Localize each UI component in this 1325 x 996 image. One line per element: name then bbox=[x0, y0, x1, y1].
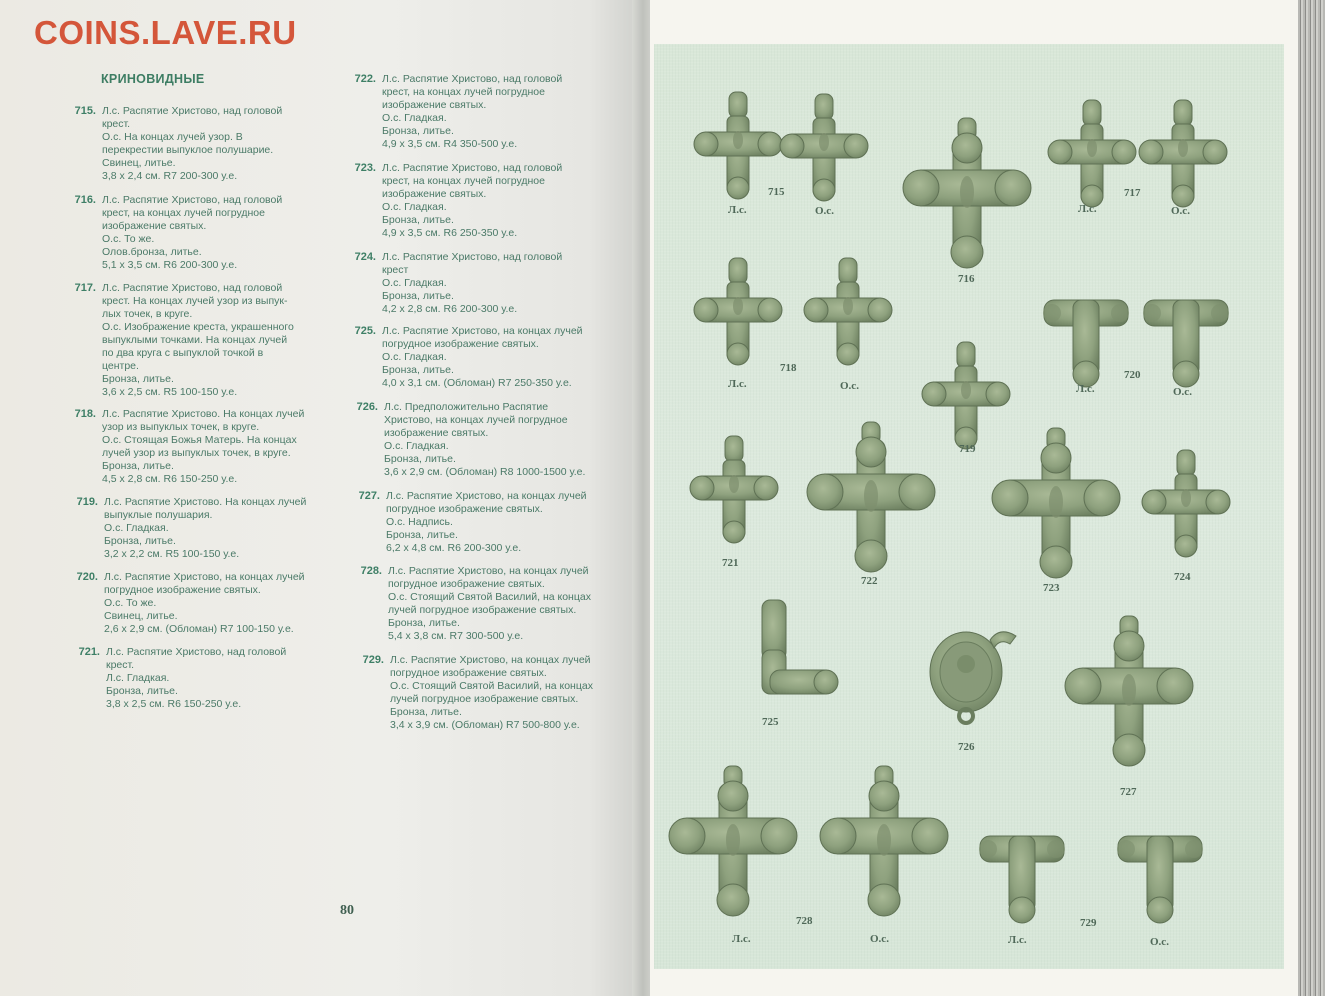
plate-label-729: 729 bbox=[1080, 917, 1097, 929]
plate-label-716: 716 bbox=[958, 273, 975, 285]
entry-line: Христово, на концах лучей погрудное bbox=[384, 414, 568, 426]
entry-line: Бронза, литье. bbox=[382, 290, 454, 302]
entry-line: Л.с. Распятие Христово, на концах лучей bbox=[388, 565, 589, 577]
cross-727 bbox=[1065, 616, 1193, 766]
entry-line: крест, на концах лучей погрудное bbox=[382, 86, 545, 98]
entry-line: 5,1 x 3,5 см. R6 200-300 у.е. bbox=[102, 259, 238, 271]
entry-line: крест. На концах лучей узор из выпук- bbox=[102, 295, 288, 307]
entry-number: 728. bbox=[360, 565, 382, 577]
entry-line: Бронза, литье. bbox=[104, 535, 176, 547]
entry-line: погрудное изображение святых. bbox=[382, 338, 539, 350]
cross-729-reverse bbox=[1117, 836, 1203, 923]
entry-line: О.с. То же. bbox=[102, 233, 155, 245]
entry-line: Л.с. Предположительно Распятие bbox=[384, 401, 549, 413]
plate-label-725: 725 bbox=[762, 716, 779, 728]
plate-label-722: 722 bbox=[861, 575, 878, 587]
entry-line: Свинец, литье. bbox=[102, 157, 176, 169]
cross-724 bbox=[1142, 450, 1230, 557]
entry-line: Л.с. Гладкая. bbox=[106, 672, 170, 684]
entry-line: изображение святых. bbox=[382, 99, 487, 111]
entry-line: по два круга с выпуклой точкой в bbox=[102, 347, 264, 359]
entry-line: Л.с. Распятие Христово, на концах лучей bbox=[386, 490, 587, 502]
cross-718-reverse bbox=[804, 258, 892, 365]
entry-line: Л.с. Распятие Христово. На концах лучей bbox=[104, 496, 307, 508]
plate-label-724: 724 bbox=[1174, 571, 1191, 583]
entry-line: О.с. Надпись. bbox=[386, 516, 453, 528]
entry-line: Бронза, литье. bbox=[390, 706, 462, 718]
entry-line: Л.с. Распятие Христово, над головой bbox=[106, 646, 287, 658]
entry-line: 4,9 x 3,5 см. R4 350-500 у.е. bbox=[382, 138, 518, 150]
entry-line: узор из выпуклых точек, в круге. bbox=[102, 421, 260, 433]
cross-725 bbox=[762, 600, 838, 694]
reverse-label: О.с. bbox=[840, 380, 859, 392]
entry-line: 3,6 x 2,9 см. (Обломан) R8 1000-1500 у.е. bbox=[384, 466, 586, 478]
reverse-label: О.с. bbox=[1171, 205, 1190, 217]
entry-line: крест, на концах лучей погрудное bbox=[382, 175, 545, 187]
obverse-label: Л.с. bbox=[728, 204, 747, 216]
entry-line: Л.с. Распятие Христово, на концах лучей bbox=[390, 654, 591, 666]
entry-number: 724. bbox=[354, 251, 376, 263]
reverse-label: О.с. bbox=[1173, 386, 1192, 398]
entry-line: лых точек, в круге. bbox=[102, 308, 193, 320]
plate-label-728: 728 bbox=[796, 915, 813, 927]
entry-line: крест. bbox=[102, 118, 131, 130]
cross-721 bbox=[690, 436, 778, 543]
plate-label-715: 715 bbox=[768, 186, 785, 198]
cross-715-reverse bbox=[780, 94, 868, 201]
entry-line: 4,0 x 3,1 см. (Обломан) R7 250-350 у.е. bbox=[382, 377, 572, 389]
entry-number: 715. bbox=[74, 105, 96, 117]
entry-line: лучей погрудное изображение святых. bbox=[390, 693, 579, 705]
entry-line: Бронза, литье. bbox=[106, 685, 178, 697]
cross-715-obverse bbox=[694, 92, 782, 199]
cross-720-reverse bbox=[1143, 300, 1229, 387]
entry-line: 6,2 x 4,8 см. R6 200-300 у.е. bbox=[386, 542, 522, 554]
entry-line: 4,5 x 2,8 см. R6 150-250 у.е. bbox=[102, 473, 238, 485]
entry-line: О.с. Гладкая. bbox=[384, 440, 449, 452]
plate-label-719: 719 bbox=[959, 443, 976, 455]
page-number: 80 bbox=[340, 903, 354, 918]
entry-line: лучей погрудное изображение святых. bbox=[388, 604, 577, 616]
entry-line: Л.с. Распятие Христово, над головой bbox=[382, 73, 563, 85]
entry-line: Бронза, литье. bbox=[382, 125, 454, 137]
entry-line: О.с. Стоящая Божья Матерь. На концах bbox=[102, 434, 297, 446]
entry-number: 720. bbox=[76, 571, 98, 583]
entry-line: 4,2 x 2,8 см. R6 200-300 у.е. bbox=[382, 303, 518, 315]
entry-line: О.с. Гладкая. bbox=[382, 201, 447, 213]
entry-number: 725. bbox=[354, 325, 376, 337]
entry-line: лучей узор из выпуклых точек, в круге. bbox=[102, 447, 291, 459]
entry-line: Олов.бронза, литье. bbox=[102, 246, 202, 258]
entry-line: Л.с. Распятие Христово. На концах лучей bbox=[102, 408, 305, 420]
cross-716 bbox=[903, 118, 1031, 268]
entry-line: Л.с. Распятие Христово, над головой bbox=[102, 282, 283, 294]
entry-line: О.с. Гладкая. bbox=[382, 277, 447, 289]
entry-number: 721. bbox=[78, 646, 100, 658]
cross-728-obverse bbox=[669, 766, 797, 916]
obverse-label: Л.с. bbox=[728, 378, 747, 390]
cross-717-obverse bbox=[1048, 100, 1136, 207]
entry-line: Бронза, литье. bbox=[386, 529, 458, 541]
obverse-label: Л.с. bbox=[1078, 203, 1097, 215]
entry-line: крест, на концах лучей погрудное bbox=[102, 207, 265, 219]
entry-line: О.с. Гладкая. bbox=[104, 522, 169, 534]
entry-line: 3,8 x 2,4 см. R7 200-300 у.е. bbox=[102, 170, 238, 182]
cross-718-obverse bbox=[694, 258, 782, 365]
plate-label-720: 720 bbox=[1124, 369, 1141, 381]
entry-line: 3,2 x 2,2 см. R5 100-150 у.е. bbox=[104, 548, 240, 560]
entry-line: погрудное изображение святых. bbox=[104, 584, 261, 596]
entry-line: О.с. То же. bbox=[104, 597, 157, 609]
entry-line: 3,6 x 2,5 см. R5 100-150 у.е. bbox=[102, 386, 238, 398]
entry-line: изображение святых. bbox=[384, 427, 489, 439]
entry-line: 3,4 x 3,9 см. (Обломан) R7 500-800 у.е. bbox=[390, 719, 580, 731]
cross-720-obverse bbox=[1043, 300, 1129, 387]
plate-label-717: 717 bbox=[1124, 187, 1141, 199]
obverse-label: Л.с. bbox=[1008, 934, 1027, 946]
entry-line: погрудное изображение святых. bbox=[388, 578, 545, 590]
entry-number: 716. bbox=[74, 194, 96, 206]
entry-number: 717. bbox=[74, 282, 96, 294]
plate-label-718: 718 bbox=[780, 362, 797, 374]
entry-line: Бронза, литье. bbox=[384, 453, 456, 465]
entry-number: 723. bbox=[354, 162, 376, 174]
entry-line: выпуклыми точками. На концах лучей bbox=[102, 334, 288, 346]
cross-719 bbox=[922, 342, 1010, 449]
entry-line: Бронза, литье. bbox=[388, 617, 460, 629]
entry-line: 3,8 x 2,5 см. R6 150-250 у.е. bbox=[106, 698, 242, 710]
obverse-label: Л.с. bbox=[732, 933, 751, 945]
entry-number: 727. bbox=[358, 490, 380, 502]
site-watermark: COINS.LAVE.RU bbox=[34, 14, 297, 51]
entry-line: 2,6 x 2,9 см. (Обломан) R7 100-150 у.е. bbox=[104, 623, 294, 635]
entry-line: Бронза, литье. bbox=[102, 373, 174, 385]
plate-label-723: 723 bbox=[1043, 582, 1060, 594]
reverse-label: О.с. bbox=[870, 933, 889, 945]
entry-line: О.с. Стоящий Святой Василий, на концах bbox=[390, 680, 593, 692]
entry-line: О.с. Гладкая. bbox=[382, 112, 447, 124]
entry-line: погрудное изображение святых. bbox=[386, 503, 543, 515]
entry-number: 718. bbox=[74, 408, 96, 420]
entry-line: 4,9 x 3,5 см. R6 250-350 у.е. bbox=[382, 227, 518, 239]
entry-number: 719. bbox=[76, 496, 98, 508]
cross-723 bbox=[992, 428, 1120, 578]
obverse-label: Л.с. bbox=[1076, 383, 1095, 395]
entry-line: изображение святых. bbox=[102, 220, 207, 232]
entry-line: Л.с. Распятие Христово, над головой bbox=[382, 162, 563, 174]
entry-line: Л.с. Распятие Христово, над головой bbox=[382, 251, 563, 263]
entry-line: О.с. Изображение креста, украшенного bbox=[102, 321, 294, 333]
entry-line: Л.с. Распятие Христово, на концах лучей bbox=[104, 571, 305, 583]
entry-line: перекрестии выпуклое полушарие. bbox=[102, 144, 274, 156]
reverse-label: О.с. bbox=[1150, 936, 1169, 948]
entry-line: Л.с. Распятие Христово, над головой bbox=[102, 105, 283, 117]
cross-717-reverse bbox=[1139, 100, 1227, 207]
medallion-726 bbox=[930, 632, 1016, 723]
entry-line: центре. bbox=[102, 360, 139, 372]
cross-728-reverse bbox=[820, 766, 948, 916]
entry-line: Свинец, литье. bbox=[104, 610, 178, 622]
entry-number: 726. bbox=[356, 401, 378, 413]
entry-line: Л.с. Распятие Христово, на концах лучей bbox=[382, 325, 583, 337]
entry-line: О.с. На концах лучей узор. В bbox=[102, 131, 243, 143]
entry-line: крест bbox=[382, 264, 409, 276]
entry-number: 722. bbox=[354, 73, 376, 85]
cross-729-obverse bbox=[979, 836, 1065, 923]
entry-line: О.с. Стоящий Святой Василий, на концах bbox=[388, 591, 591, 603]
cross-722 bbox=[807, 422, 935, 572]
plate-label-721: 721 bbox=[722, 557, 739, 569]
entry-line: выпуклые полушария. bbox=[104, 509, 213, 521]
entry-line: Бронза, литье. bbox=[382, 214, 454, 226]
plate-label-727: 727 bbox=[1120, 786, 1137, 798]
entry-line: крест. bbox=[106, 659, 135, 671]
reverse-label: О.с. bbox=[815, 205, 834, 217]
entry-line: О.с. Гладкая. bbox=[382, 351, 447, 363]
entry-number: 729. bbox=[362, 654, 384, 666]
section-title: КРИНОВИДНЫЕ bbox=[101, 72, 205, 86]
entry-line: 5,4 x 3,8 см. R7 300-500 у.е. bbox=[388, 630, 524, 642]
entry-line: Л.с. Распятие Христово, над головой bbox=[102, 194, 283, 206]
entry-line: погрудное изображение святых. bbox=[390, 667, 547, 679]
entry-line: изображение святых. bbox=[382, 188, 487, 200]
entry-line: Бронза, литье. bbox=[102, 460, 174, 472]
plate-label-726: 726 bbox=[958, 741, 975, 753]
entry-line: Бронза, литье. bbox=[382, 364, 454, 376]
